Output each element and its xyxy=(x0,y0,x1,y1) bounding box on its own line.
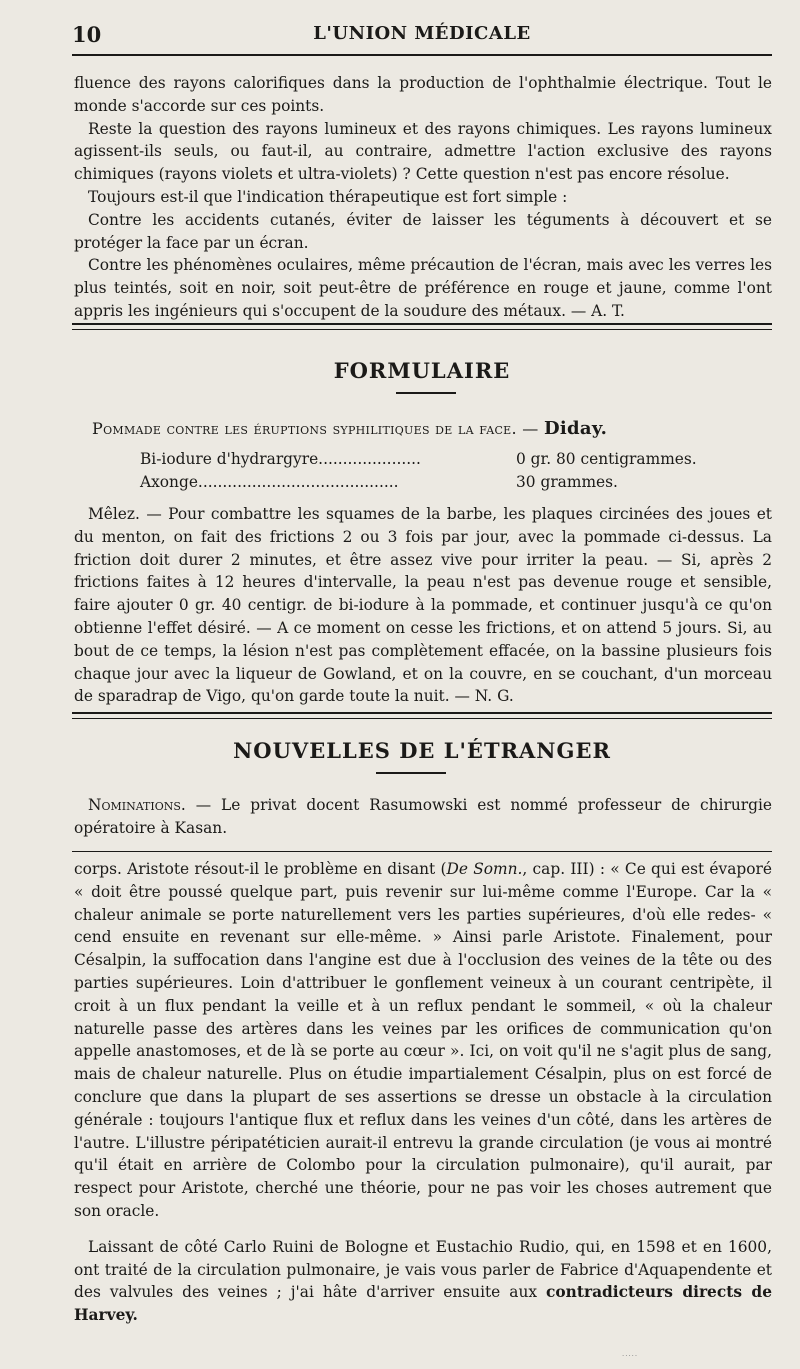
formula-name: Pommade contre les éruptions syphilitiques de la face. — xyxy=(92,419,539,438)
intro-paragraph-1: fluence des rayons calorifiques dans la production de l'ophthalmie électrique. Tout le monde s'accorde sur ces points. xyxy=(74,74,772,115)
formulaire-underline xyxy=(396,392,456,394)
nouvelles-underline xyxy=(376,772,446,774)
section-divider xyxy=(72,712,772,719)
bold-phrase: contradicteurs directs de Harvey. xyxy=(74,1283,772,1325)
ingredient-dose: 0 gr. 80 centigrammes. xyxy=(516,450,697,468)
intro-article xyxy=(74,72,772,323)
ingredient-name: Bi-iodure d'hydrargyre..................... xyxy=(140,450,421,468)
feuilleton xyxy=(74,858,772,1327)
nouvelles-item xyxy=(74,794,772,840)
nouvelles-heading: NOUVELLES DE L'ÉTRANGER xyxy=(233,738,611,763)
feuilleton-paragraph-1 xyxy=(74,858,772,1223)
formula-ingredient-row xyxy=(140,473,740,497)
formula-body: Mêlez. — Pour combattre les squames de la barbe, les plaques circinées des joues et du menton, on fait des frictions 2 ou 3 fois par jour, avec la pommade ci-dessus. La friction doit durer 2 minutes, et être assez vive pour irriter la peau. — Si, après 2 frictions faites à 12 heures d'intervalle, la peau n'est pas devenue rouge et sensible, faire ajouter 0 gr. 40 centigr. de bi-iodure à la pommade, et continuer jusqu'à ce qu'on obtienne l'effet désiré. — A ce moment on cesse les frictions, et on attend 5 jours. Si, au bout de ce temps, la lésion n'est pas complètement effacée, on la bassine plusieurs fois chaque jour avec la liqueur de Gowland, et on la couvre, en se couchant, d'un morceau de sparadrap de Vigo, qu'on garde toute la nuit. — N. G. xyxy=(74,505,772,706)
journal-title: L'UNION MÉDICALE xyxy=(313,23,531,44)
formula-title xyxy=(92,418,772,439)
text-run: Laissant de côté Carlo Ruini de Bologne et Eustachio Rudio, qui, en 1598 et en 1600, ont traité de la circulation pulmonaire, je vais vous parler de Fabrice d'Aquapendente et des valvules des veines ; j'ai hâte d'arriver ensuite aux xyxy=(74,1237,772,1302)
intro-paragraph-3: Toujours est-il que l'indication thérapeutique est fort simple : xyxy=(88,187,568,206)
formula-author: Diday. xyxy=(543,418,608,439)
nominations-text: Le privat docent Rasumowski est nommé professeur de chirurgie opératoire à Kasan. xyxy=(74,796,772,837)
running-head xyxy=(72,20,772,46)
section-divider xyxy=(72,323,772,330)
header-rule xyxy=(72,54,772,56)
reference-location: , cap. III) : xyxy=(522,860,606,878)
ingredient-dose: 30 grammes. xyxy=(516,473,618,491)
feuilleton-paragraph-2 xyxy=(74,1236,772,1327)
text-run: corps. Aristote résout-il le problème en disant ( xyxy=(74,860,447,878)
feuilleton-rule xyxy=(72,851,772,852)
ingredient-name: Axonge......................................... xyxy=(140,473,399,491)
page-number: 10 xyxy=(72,22,102,47)
intro-paragraph-2: Reste la question des rayons lumineux et des rayons chimiques. Les rayons lumineux agissent-ils seuls, ou faut-il, au contraire, admettre l'action exclusive des rayons chimiques (rayons violets et ultra-violets) ? Cette question n'est pas encore résolue. xyxy=(74,119,772,184)
reference-title: De Somn. xyxy=(446,860,523,878)
printer-mark: ····· xyxy=(622,1352,639,1360)
intro-paragraph-5: Contre les phénomènes oculaires, même précaution de l'écran, mais avec les verres les plus teintés, soit en noir, soit peut-être de préférence en rouge et jaune, comme l'ont appris les ingénieurs qui s'occupent de la soudure des métaux. — A. T. xyxy=(74,256,772,320)
intro-paragraph-4: Contre les accidents cutanés, éviter de laisser les téguments à découvert et se protéger la face par un écran. xyxy=(74,210,772,252)
nominations-label: Nominations. — xyxy=(88,796,212,814)
formulaire-heading: FORMULAIRE xyxy=(333,358,511,383)
formula-instructions xyxy=(74,503,772,708)
text-run: « Ce qui est évaporé « doit être poussé quelque part, puis revenir sur lui-même comme l'Europe. Car la « chaleur animale se porte naturellement vers les parties supérieures, d'où elle redes- « cend ensuite en revenant sur elle-même. » Ainsi parle Aristote. Finalement, pour Césalpin, la suffocation dans l'angine est due à l'occlusion des veines de la tête ou des parties supérieures. Loin d'attribuer le gonflement veineux à un courant centripète, il croit à un flux pendant la veille et à un reflux pendant le sommeil, « où la chaleur naturelle passe des artères dans les veines par les orifices de communication qu'on appelle anastomoses, et de là se porte au cœur ». Ici, on voit qu'il ne s'agit plus de sang, mais de chaleur naturelle. Plus on étudie impartialement Césalpin, plus on est forcé de conclure que dans la plupart de ses assertions se dresse un obstacle à la circulation générale : toujours l'antique flux et reflux dans les veines d'un côté, dans les artères de l'autre. L'illustre péripatéticien aurait-il entrevu la grande circulation (je vous ai montré qu'il était en arrière de Colombo pour la circulation pulmonaire), qu'il aurait, par respect pour Aristote, cherché une théorie, pour ne pas voir les choses autrement que son oracle. xyxy=(74,860,772,1220)
formula-ingredient-row xyxy=(140,450,740,474)
